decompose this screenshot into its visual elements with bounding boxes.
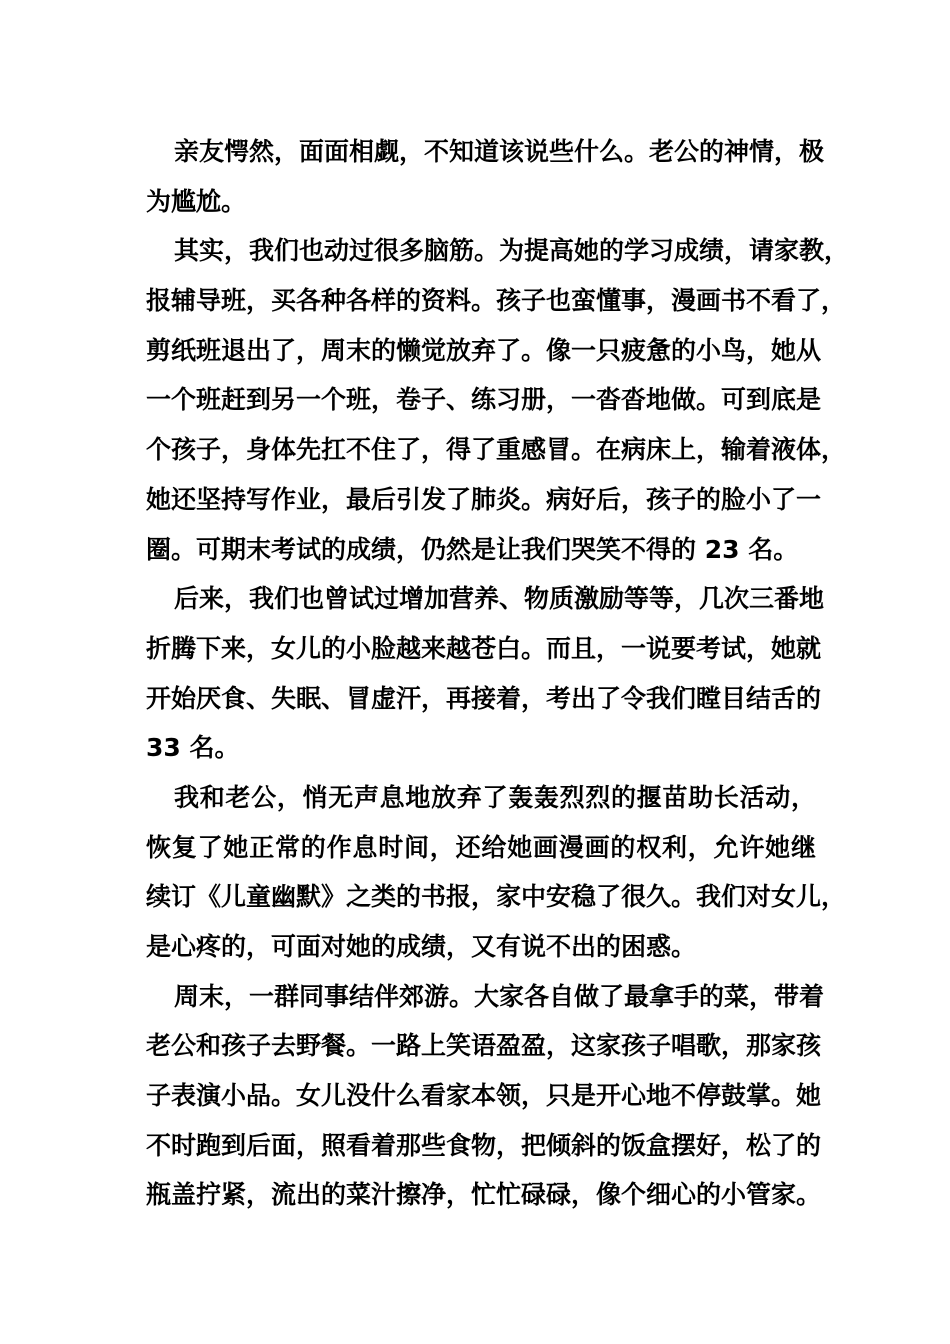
paragraph-line: 周末，一群同事结伴郊游。大家各自做了最拿手的菜，带着 bbox=[174, 981, 825, 1011]
paragraph-line: 折腾下来，女儿的小脸越来越苍白。而且，一说要考试，她就 bbox=[146, 633, 822, 663]
paragraph-line: 后来，我们也曾试过增加营养、物质激励等等，几次三番地 bbox=[174, 584, 825, 614]
paragraph-1 bbox=[146, 127, 825, 226]
paragraph-2 bbox=[146, 226, 850, 574]
paragraph-3 bbox=[146, 574, 825, 773]
paragraph-4 bbox=[146, 773, 847, 972]
paragraph-line: 不时跑到后面，照看着那些食物，把倾斜的饭盒摆好，松了的 bbox=[146, 1130, 822, 1160]
paragraph-line: 剪纸班退出了，周末的懒觉放弃了。像一只疲惫的小鸟，她从 bbox=[146, 335, 822, 365]
paragraph-line: 是心疼的，可面对她的成绩，又有说不出的困惑。 bbox=[146, 932, 697, 961]
paragraph-line: 33 名。 bbox=[146, 733, 240, 763]
paragraph-line: 我和老公，悄无声息地放弃了轰轰烈烈的揠苗助长活动， bbox=[174, 782, 816, 812]
paragraph-5 bbox=[146, 972, 825, 1220]
paragraph-line: 一个班赶到另一个班，卷子、练习册，一沓沓地做。可到底是 bbox=[146, 385, 822, 415]
paragraph-line: 开始厌食、失眠、冒虚汗，再接着，考出了令我们瞠目结舌的 bbox=[146, 683, 822, 713]
paragraph-line: 瓶盖拧紧，流出的菜汁擦净，忙忙碌碌，像个细心的小管家。 bbox=[146, 1180, 822, 1210]
paragraph-line: 子表演小品。女儿没什么看家本领，只是开心地不停鼓掌。她 bbox=[146, 1081, 822, 1111]
paragraph-line: 亲友愕然，面面相觑，不知道该说些什么。老公的神情，极 bbox=[174, 137, 825, 166]
paragraph-line: 圈。可期末考试的成绩，仍然是让我们哭笑不得的 23 名。 bbox=[146, 534, 799, 564]
paragraph-line: 报辅导班，买各种各样的资料。孩子也蛮懂事，漫画书不看了， bbox=[146, 286, 847, 316]
paragraph-line: 为尴尬。 bbox=[146, 186, 247, 216]
paragraph-line: 续订《儿童幽默》之类的书报，家中安稳了很久。我们对女儿， bbox=[146, 882, 847, 912]
paragraph-line: 她还坚持写作业，最后引发了肺炎。病好后，孩子的脸小了一 bbox=[146, 484, 822, 514]
article-body bbox=[146, 127, 850, 1220]
paragraph-line: 恢复了她正常的作息时间，还给她画漫画的权利，允许她继 bbox=[146, 832, 816, 862]
paragraph-line: 个孩子，身体先扛不住了，得了重感冒。在病床上，输着液体， bbox=[146, 435, 847, 465]
paragraph-line: 其实，我们也动过很多脑筋。为提高她的学习成绩，请家教， bbox=[174, 236, 850, 266]
paragraph-line: 老公和孩子去野餐。一路上笑语盈盈，这家孩子唱歌，那家孩 bbox=[146, 1031, 822, 1061]
